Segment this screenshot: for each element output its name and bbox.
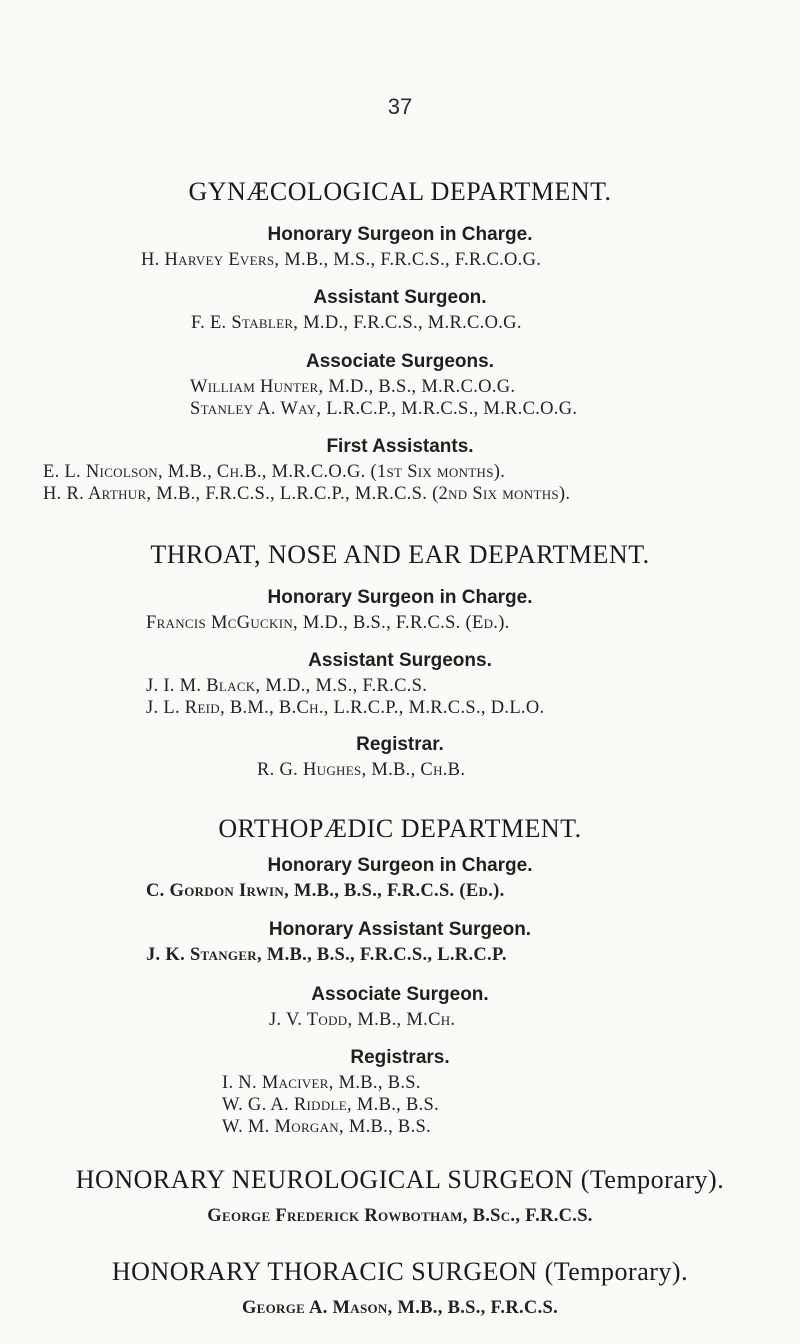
throat-person-mcguckin: Francis McGuckin, M.D., B.S., F.R.C.S. (Ed.). (146, 613, 510, 633)
gynae-role-assistant-surgeon: Assistant Surgeon. (313, 287, 487, 308)
throat-person-hughes: R. G. Hughes, M.B., Ch.B. (257, 760, 466, 780)
thoracic-person-mason: George A. Mason, M.B., B.S., F.R.C.S. (241, 1298, 559, 1318)
throat-title: THROAT, NOSE AND EAR DEPARTMENT. (150, 540, 650, 569)
thoracic-title: HONORARY THORACIC SURGEON (Temporary). (111, 1257, 689, 1286)
gynaecological-title: GYNÆCOLOGICAL DEPARTMENT. (188, 177, 612, 206)
ortho-person-irwin: C. Gordon Irwin, M.B., B.S., F.R.C.S. (Ed.). (146, 881, 505, 901)
gynae-role-surgeon-in-charge: Honorary Surgeon in Charge. (267, 224, 533, 245)
throat-person-black: J. I. M. Black, M.D., M.S., F.R.C.S. (146, 676, 428, 696)
gynae-person-evers: H. Harvey Evers, M.B., M.S., F.R.C.S., F.R.C.O.G. (141, 250, 542, 270)
ortho-person-riddle: W. G. A. Riddle, M.B., B.S. (222, 1095, 440, 1115)
ortho-person-morgan: W. M. Morgan, M.B., B.S. (222, 1117, 432, 1137)
throat-role-surgeon-in-charge: Honorary Surgeon in Charge. (267, 587, 533, 608)
throat-person-reid: J. L. Reid, B.M., B.Ch., L.R.C.P., M.R.C.S., D.L.O. (146, 698, 545, 718)
gynae-person-nicolson: E. L. Nicolson, M.B., Ch.B., M.R.C.O.G. (1st Six months). (43, 462, 506, 482)
gynae-person-way: Stanley A. Way, L.R.C.P., M.R.C.S., M.R.C.O.G. (190, 399, 578, 419)
gynae-role-associate-surgeons: Associate Surgeons. (306, 351, 494, 372)
gynae-person-hunter: William Hunter, M.D., B.S., M.R.C.O.G. (190, 377, 516, 397)
gynae-person-arthur: H. R. Arthur, M.B., F.R.C.S., L.R.C.P., M.R.C.S. (2nd Six months). (43, 484, 571, 504)
ortho-role-registrars: Registrars. (350, 1047, 450, 1068)
ortho-role-surgeon-in-charge: Honorary Surgeon in Charge. (267, 855, 533, 876)
ortho-person-todd: J. V. Todd, M.B., M.Ch. (269, 1010, 456, 1030)
ortho-person-maciver: I. N. Maciver, M.B., B.S. (222, 1073, 421, 1093)
throat-role-assistant-surgeons: Assistant Surgeons. (308, 650, 492, 671)
gynae-role-first-assistants: First Assistants. (326, 436, 474, 457)
ortho-person-stanger: J. K. Stanger, M.B., B.S., F.R.C.S., L.R.C.P. (146, 945, 507, 965)
neuro-person-rowbotham: George Frederick Rowbotham, B.Sc., F.R.C.S. (207, 1206, 593, 1226)
gynae-person-stabler: F. E. Stabler, M.D., F.R.C.S., M.R.C.O.G. (191, 313, 522, 333)
neurological-title: HONORARY NEUROLOGICAL SURGEON (Temporary). (75, 1165, 725, 1194)
throat-role-registrar: Registrar. (356, 734, 444, 755)
orthopaedic-title: ORTHOPÆDIC DEPARTMENT. (218, 814, 582, 843)
page-number: 37 (387, 94, 413, 119)
ortho-role-honorary-assistant: Honorary Assistant Surgeon. (268, 919, 532, 940)
ortho-role-associate-surgeon: Associate Surgeon. (311, 984, 489, 1005)
